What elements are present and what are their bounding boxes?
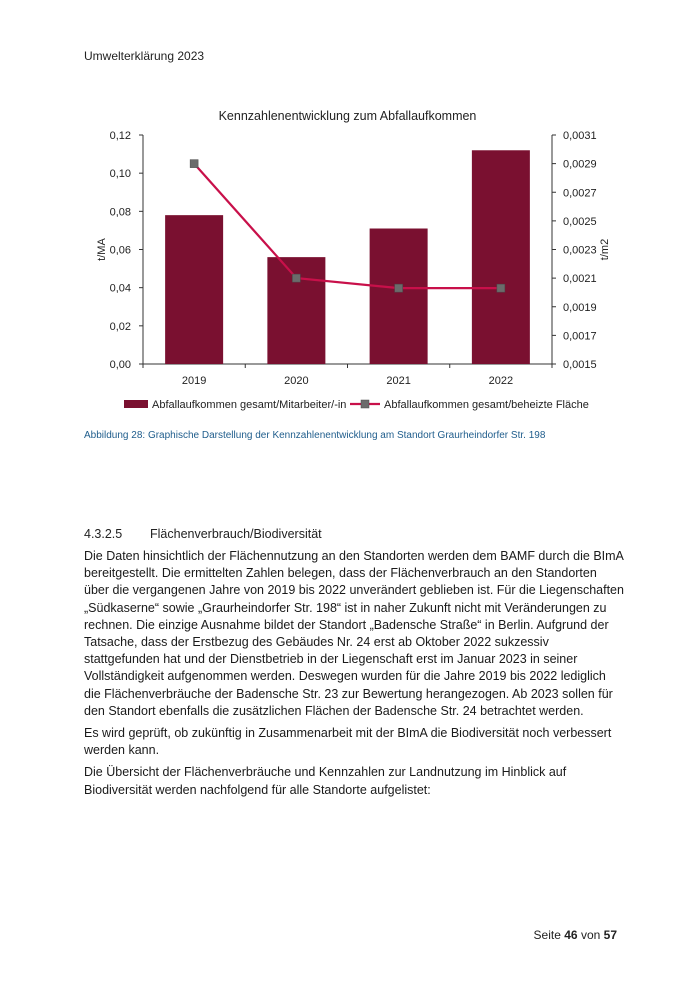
y2-tick-label: 0,0015 [563, 359, 597, 371]
y2-tick-label: 0,0025 [563, 215, 597, 228]
bar [165, 215, 223, 364]
x-tick-label: 2020 [284, 375, 309, 387]
x-tick-label: 2021 [386, 375, 411, 387]
line-point [395, 284, 403, 292]
legend-label-bar: Abfallaufkommen gesamt/Mitarbeiter/-in [152, 399, 347, 411]
waste-kpi-chart [80, 100, 620, 420]
page-footer [534, 928, 617, 942]
x-tick-label: 2019 [181, 375, 207, 387]
chart-title: Kennzahlenentwicklung zum Abfallaufkommen [218, 109, 477, 123]
series-line [194, 164, 501, 289]
section-number: 4.3.2.5 [84, 527, 123, 541]
y-tick-label: 0,08 [109, 206, 131, 219]
line-point [292, 274, 300, 282]
y2-tick-label: 0,0027 [563, 187, 597, 200]
bar [472, 150, 530, 364]
y-tick-label: 0,00 [109, 359, 131, 371]
y2-axis-label: t/m2 [599, 238, 611, 261]
y2-tick-label: 0,0019 [563, 301, 597, 314]
figure-caption: Abbildung 28: Graphische Darstellung der Kennzahlenentwicklung am Standort Graurheindorfer Str. 198 [84, 430, 546, 441]
paragraph: Die Daten hinsichtlich der Flächennutzung an den Standorten werden dem BAMF durch die BImA bereitgestellt. Die ermittelten Zahlen belegen, dass der Flächenverbrauch an den Standorten über die vergangenen Jahre von 2019 bis 2022 unverändert geblieben ist. Für die Liegenschaften „Südkaserne“ sowie „Graurheindorfer Str. 198“ ist in naher Zukunft nicht mit Veränderungen zu rechnen. Die einzige Ausnahme bildet der Standort „Badensche Straße“ in Berlin. Aufgrund der Tatsache, dass der Erstbezug des Gebäudes Nr. 24 erst ab Oktober 2022 sukzessiv stattgefunden hat und der Dienstbetrieb in der Liegenschaft erst im Januar 2023 in seiner Vollständigkeit aufgenommen werden. Deswegen wurden für die Jahre 2019 bis 2022 lediglich die Flächenverbräuche der Badensche Str. 23 zur Bewertung herangezogen. Ab 2023 sollen für den Standort ebenfalls die zusätzlichen Flächen der Badensche Str. 24 betrachtet werden. [84, 549, 624, 718]
y-axis-label: t/MA [96, 238, 108, 261]
footer-middle: von [580, 928, 601, 942]
legend-label-line: Abfallaufkommen gesamt/beheizte Fläche [384, 399, 589, 411]
x-tick-label: 2022 [488, 375, 514, 387]
paragraph: Es wird geprüft, ob zukünftig in Zusammenarbeit mit der BImA die Biodiversität noch verbessert werden kann. [84, 726, 612, 758]
y2-tick-label: 0,0017 [563, 330, 597, 343]
y-tick-label: 0,02 [109, 320, 131, 333]
document-header: Umwelterklärung 2023 [84, 49, 205, 63]
y2-tick-label: 0,0029 [563, 158, 597, 171]
footer-prefix: Seite [533, 928, 561, 942]
line-point [190, 160, 198, 168]
body-text [84, 548, 624, 804]
y2-tick-label: 0,0023 [563, 244, 597, 257]
bar [370, 229, 428, 364]
bar [267, 257, 325, 364]
paragraph: Die Übersicht der Flächenverbräuche und Kennzahlen zur Landnutzung im Hinblick auf Biodiversität werden nachfolgend für alle Standorte aufgelistet: [84, 765, 567, 797]
section-heading [84, 527, 322, 541]
y-tick-label: 0,06 [109, 244, 131, 257]
y-tick-label: 0,12 [109, 130, 131, 142]
y-tick-label: 0,04 [109, 282, 131, 295]
y-tick-label: 0,10 [109, 168, 131, 181]
chart-svg [80, 100, 620, 420]
section-title: Flächenverbrauch/Biodiversität [150, 527, 322, 541]
total-pages: 57 [603, 928, 617, 942]
y2-tick-label: 0,0021 [563, 273, 597, 286]
legend-swatch-marker [361, 400, 369, 408]
legend-swatch-bar [124, 400, 148, 408]
y2-tick-label: 0,0031 [563, 130, 597, 142]
line-point [497, 284, 505, 292]
current-page: 46 [564, 928, 578, 942]
